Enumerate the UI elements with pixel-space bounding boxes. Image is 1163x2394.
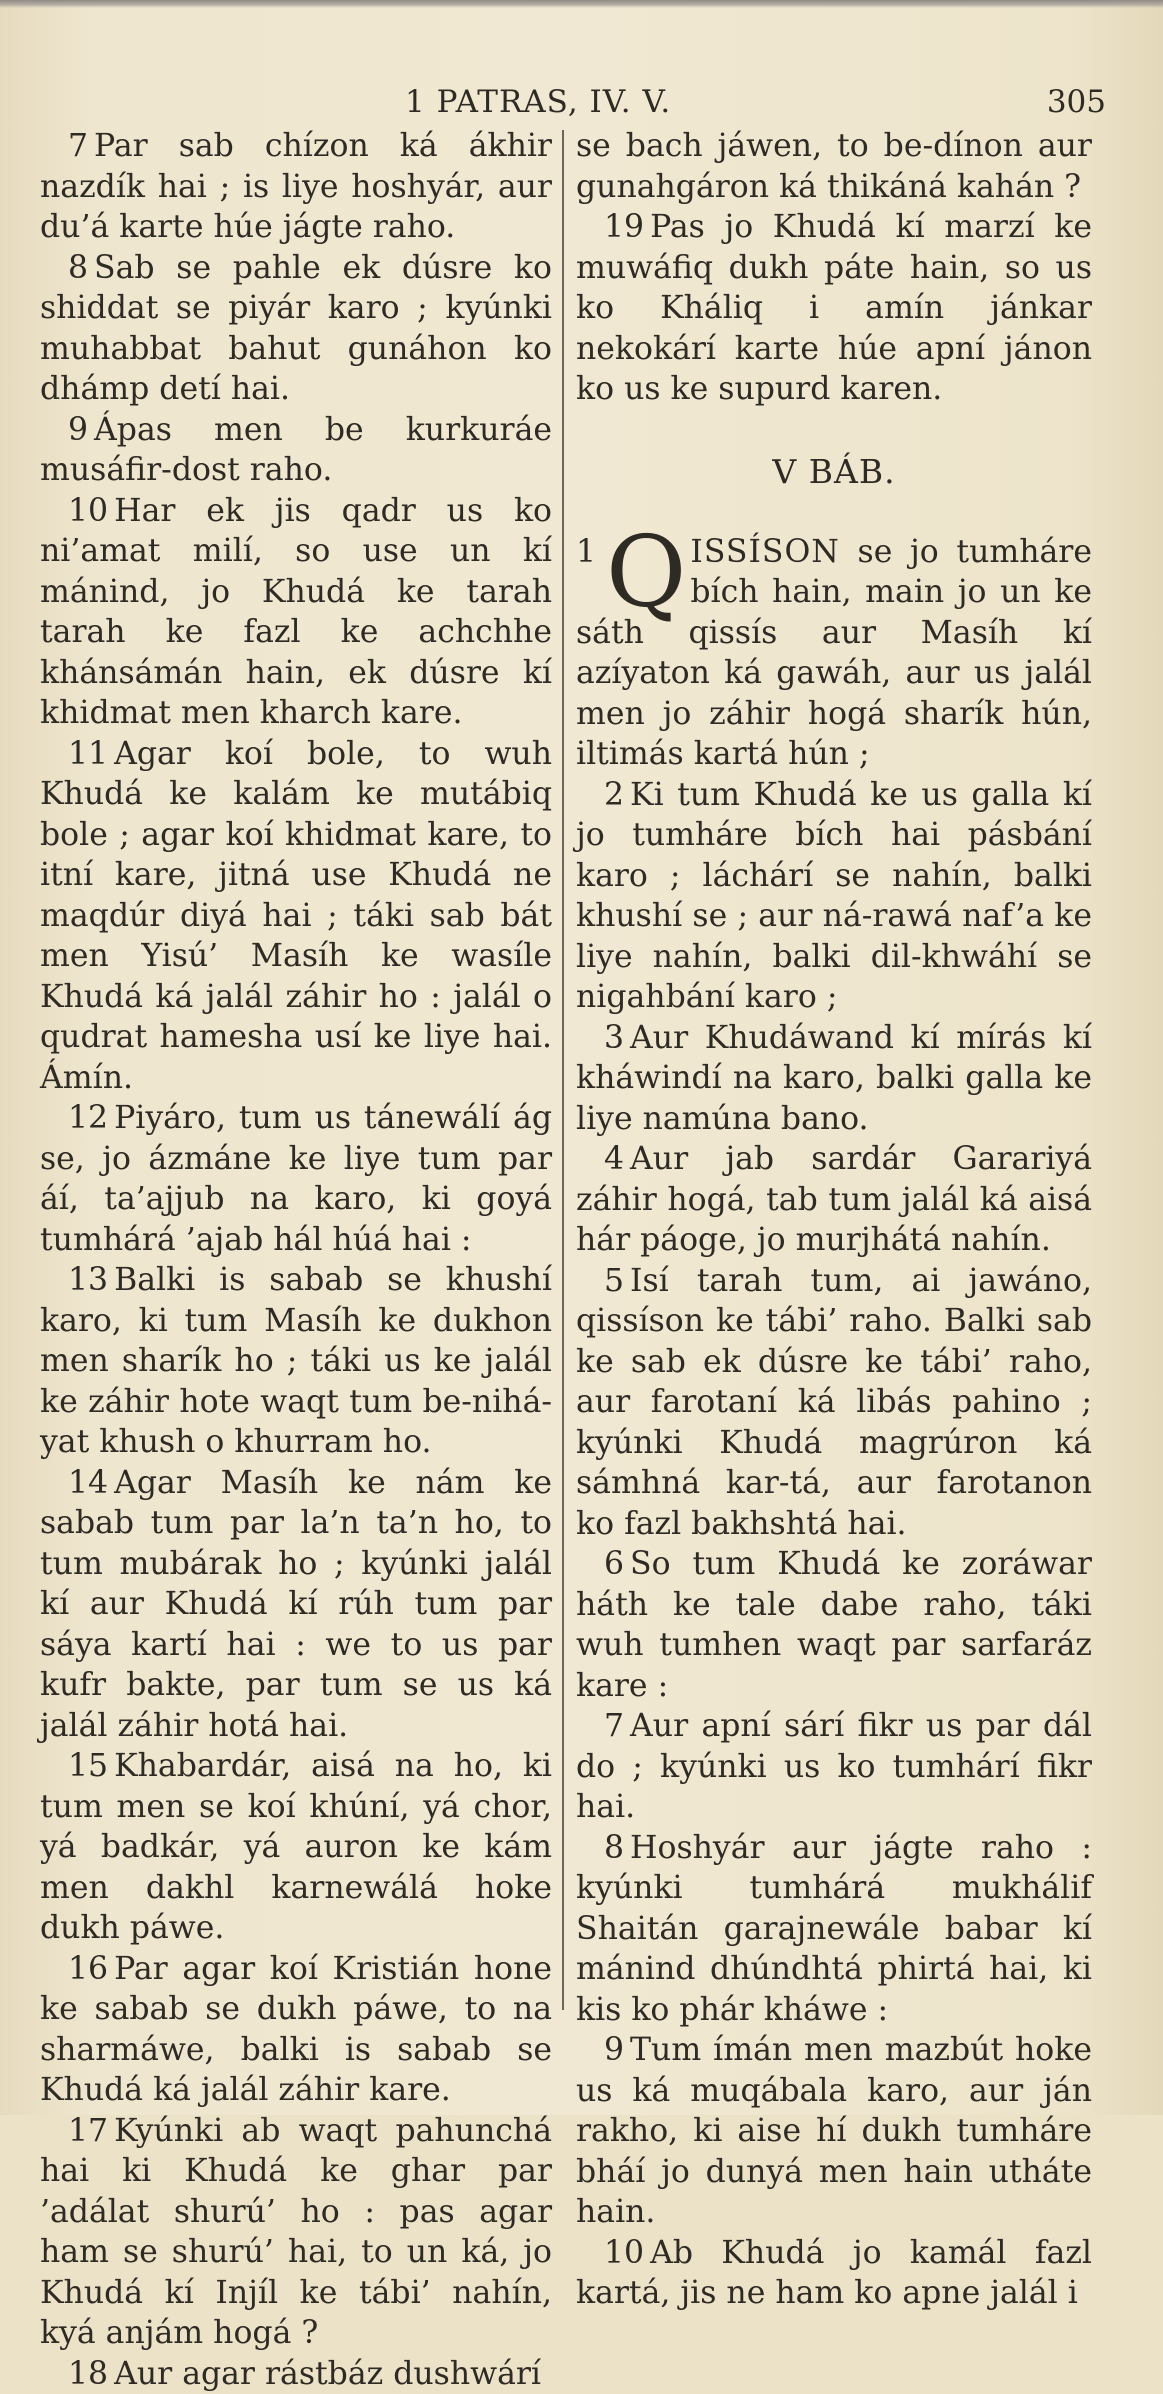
- verse: [40, 1463, 552, 1747]
- verse: [40, 248, 552, 410]
- page-number: 305: [1047, 84, 1106, 120]
- verse-text: Khabardár, aisá na ho, ki tum men se koí khúní, yá chor, yá badkár, yá auron ke kám men dakhl karnewálá hoke dukh páwe.: [40, 1748, 552, 1946]
- verse-number: 4: [604, 1141, 624, 1177]
- verse-text: Hoshyár aur jágte raho : kyúnki tumhárá mukhálif Shaitán garajnewále babar kí mánind dhúndhtá phirtá hai, ki kis ko phár kháwe :: [576, 1830, 1092, 2028]
- verse: [576, 1139, 1092, 1261]
- verse-text: Agar koí bole, to wuh Khudá ke kalám ke mutábiq bole ; agar koí khidmat kare, to itní kare, jitná use Khudá ne maqdúr diyá hai ; táki sab bát men Yisú’ Masíh ke wasíle Khudá ká jalál záhir ho : jalál o qudrat hamesha usí ke liye hai. Ámín.: [40, 736, 552, 1096]
- verse-number: 16: [68, 1951, 108, 1987]
- verse: [40, 126, 552, 248]
- verse-number: 9: [68, 412, 88, 448]
- verse-text: Har ek jis qadr us ko ni’amat milí, so use un kí mánind, jo Khudá ke tarah tarah ke fazl ke achchhe khánsámán hain, ek dúsre kí khidmat men kharch kare.: [40, 493, 552, 732]
- verse-number: 9: [604, 2032, 624, 2068]
- verse-text: Aur jab sardár Garariyá záhir hogá, tab tum jalál ká aisá hár páoge, jo murjhátá nahín.: [576, 1141, 1092, 1258]
- verse-number: 18: [68, 2356, 108, 2392]
- verse-text: Pas jo Khudá kí marzí ke muwáfiq dukh páte hain, so us ko Kháliq i amín jánkar nekokárí karte húe apní jánon ko us ke supurd karen.: [576, 209, 1092, 407]
- verse-text: se jo tumháre bích hain, main jo un ke sáth qissís aur Masíh kí azíyaton ká gawáh, aur us jalál men jo záhir hogá sharík hún, iltimás kartá hún ;: [576, 534, 1092, 773]
- verse: [40, 1098, 552, 1260]
- verse-text: Tum ímán men mazbút hoke us ká muqábala karo, aur ján rakho, ki aise hí dukh tumháre bháí jo dunyá men hain utháte hain.: [576, 2032, 1092, 2230]
- verse-number: 8: [604, 1830, 624, 1866]
- verse-continuation: se bach jáwen, to be-dínon aur gunahgáron ká thikáná kahán ?: [576, 126, 1092, 207]
- verse-number: 3: [604, 1020, 624, 1056]
- verse: [576, 1261, 1092, 1545]
- verse-text: Piyáro, tum us tánewálí ág se, jo ázmáne ke liye tum par áí, ta’ajjub na karo, ki goyá tumhárá ’ajab hál húá hai :: [40, 1100, 552, 1258]
- verse-text: Aur Khudáwand kí mírás kí kháwindí na karo, balki galla ke liye namúna bano.: [576, 1020, 1092, 1137]
- verse-number: 15: [68, 1748, 108, 1784]
- verse: [40, 1949, 552, 2111]
- right-column: [576, 126, 1092, 2314]
- verse: [40, 2111, 552, 2354]
- verse-text: Agar Masíh ke nám ke sabab tum par la’n ta’n ho, to tum mubárak ho ; kyúnki jalál kí aur Khudá kí rúh tum par sáya kartí hai : we to us par kufr bakte, par tum se us ká jalál záhir hotá hai.: [40, 1465, 552, 1744]
- verse-text: Par sab chízon ká ákhir nazdík hai ; is liye hoshyár, aur du’á karte húe jágte raho.: [40, 128, 552, 245]
- verse-text: Sab se pahle ek dúsre ko shiddat se piyár karo ; kyúnki muhabbat bahut gunáhon ko dhámp detí hai.: [40, 250, 552, 408]
- verse: [40, 491, 552, 734]
- verse: [576, 775, 1092, 1018]
- verse: [40, 2354, 552, 2394]
- verse: [576, 207, 1092, 410]
- verse: [40, 1260, 552, 1463]
- verse-number: 19: [604, 209, 644, 245]
- drop-cap-letter: Q: [606, 534, 686, 612]
- verse-number: 5: [604, 1263, 624, 1299]
- verse-text: Aur apní sárí fikr us par dál do ; kyúnki us ko tumhárí fikr hai.: [576, 1708, 1092, 1825]
- verse-text: Aur agar rástbáz dushwárí: [114, 2356, 541, 2392]
- verse-number: 17: [68, 2113, 108, 2149]
- verse-text: Isí tarah tum, ai jawáno, qissíson ke tábi’ raho. Balki sab ke sab ek dúsre ke tábi’ raho, aur farotaní ká libás pahino ; kyúnki Khudá magrúron ká sámhná kar-tá, aur farotanon ko fazl bakhshtá hai.: [576, 1263, 1092, 1542]
- left-column: [40, 126, 552, 2394]
- chapter-heading: V BÁB.: [576, 452, 1092, 492]
- verse-number: 1: [576, 532, 596, 573]
- page-header: [0, 84, 1163, 128]
- verse-number: 7: [68, 128, 88, 164]
- verse: [576, 1828, 1092, 2031]
- verse-text: Ab Khudá jo kamál fazl kartá, jis ne ham ko apne jalál i: [576, 2235, 1092, 2312]
- running-title: 1 PATRAS, IV. V.: [405, 84, 671, 120]
- verse-number: 10: [604, 2235, 644, 2271]
- verse-number: 11: [68, 736, 108, 772]
- verse-number: 6: [604, 1546, 624, 1582]
- drop-cap-lead-word: ISSÍSON: [690, 534, 839, 570]
- verse-text: Par agar koí Kristián hone ke sabab se dukh páwe, to na sharmáwe, balki is sabab se Khudá ká jalál záhir kare.: [40, 1951, 552, 2109]
- verse: [40, 1746, 552, 1949]
- top-edge-rule: [0, 0, 1163, 8]
- verse: [576, 2233, 1092, 2314]
- verse-text: Ápas men be kurkuráe musáfir-dost raho.: [40, 412, 552, 489]
- verse-text: Ki tum Khudá ke us galla kí jo tumháre bích hai pásbání karo ; láchárí se nahín, balki khushí se ; aur ná-rawá naf’a ke liye nahín, balki dil-khwáhí se nigahbání karo ;: [576, 777, 1092, 1016]
- verse-text: Balki is sabab se khushí karo, ki tum Masíh ke dukhon men sharík ho ; táki us ke jalál ke záhir hote waqt tum be-nihá-yat khush o khurram ho.: [40, 1262, 552, 1460]
- verse: [576, 1544, 1092, 1706]
- verse-number: 7: [604, 1708, 624, 1744]
- verse-text: Kyúnki ab waqt pahunchá hai ki Khudá ke ghar par ’adálat shurú’ ho : pas agar ham se shurú’ hai, to un ká, jo Khudá kí Injíl ke tábi’ nahín, kyá anjám hogá ?: [40, 2113, 552, 2352]
- verse: [40, 410, 552, 491]
- column-divider: [562, 130, 564, 2010]
- verse-number: 2: [604, 777, 624, 813]
- verse: [576, 1018, 1092, 1140]
- verse: [576, 1706, 1092, 1828]
- verse: [576, 2030, 1092, 2233]
- verse-number: 14: [68, 1465, 108, 1501]
- verse-number: 13: [68, 1262, 108, 1298]
- verse-number: 8: [68, 250, 88, 286]
- verse-text: So tum Khudá ke zoráwar háth ke tale dabe raho, táki wuh tumhen waqt par sarfaráz kare :: [576, 1546, 1092, 1704]
- verse: [40, 734, 552, 1099]
- verse-number: 12: [68, 1100, 108, 1136]
- verse-with-drop-cap: [576, 532, 1092, 775]
- verse-number: 10: [68, 493, 108, 529]
